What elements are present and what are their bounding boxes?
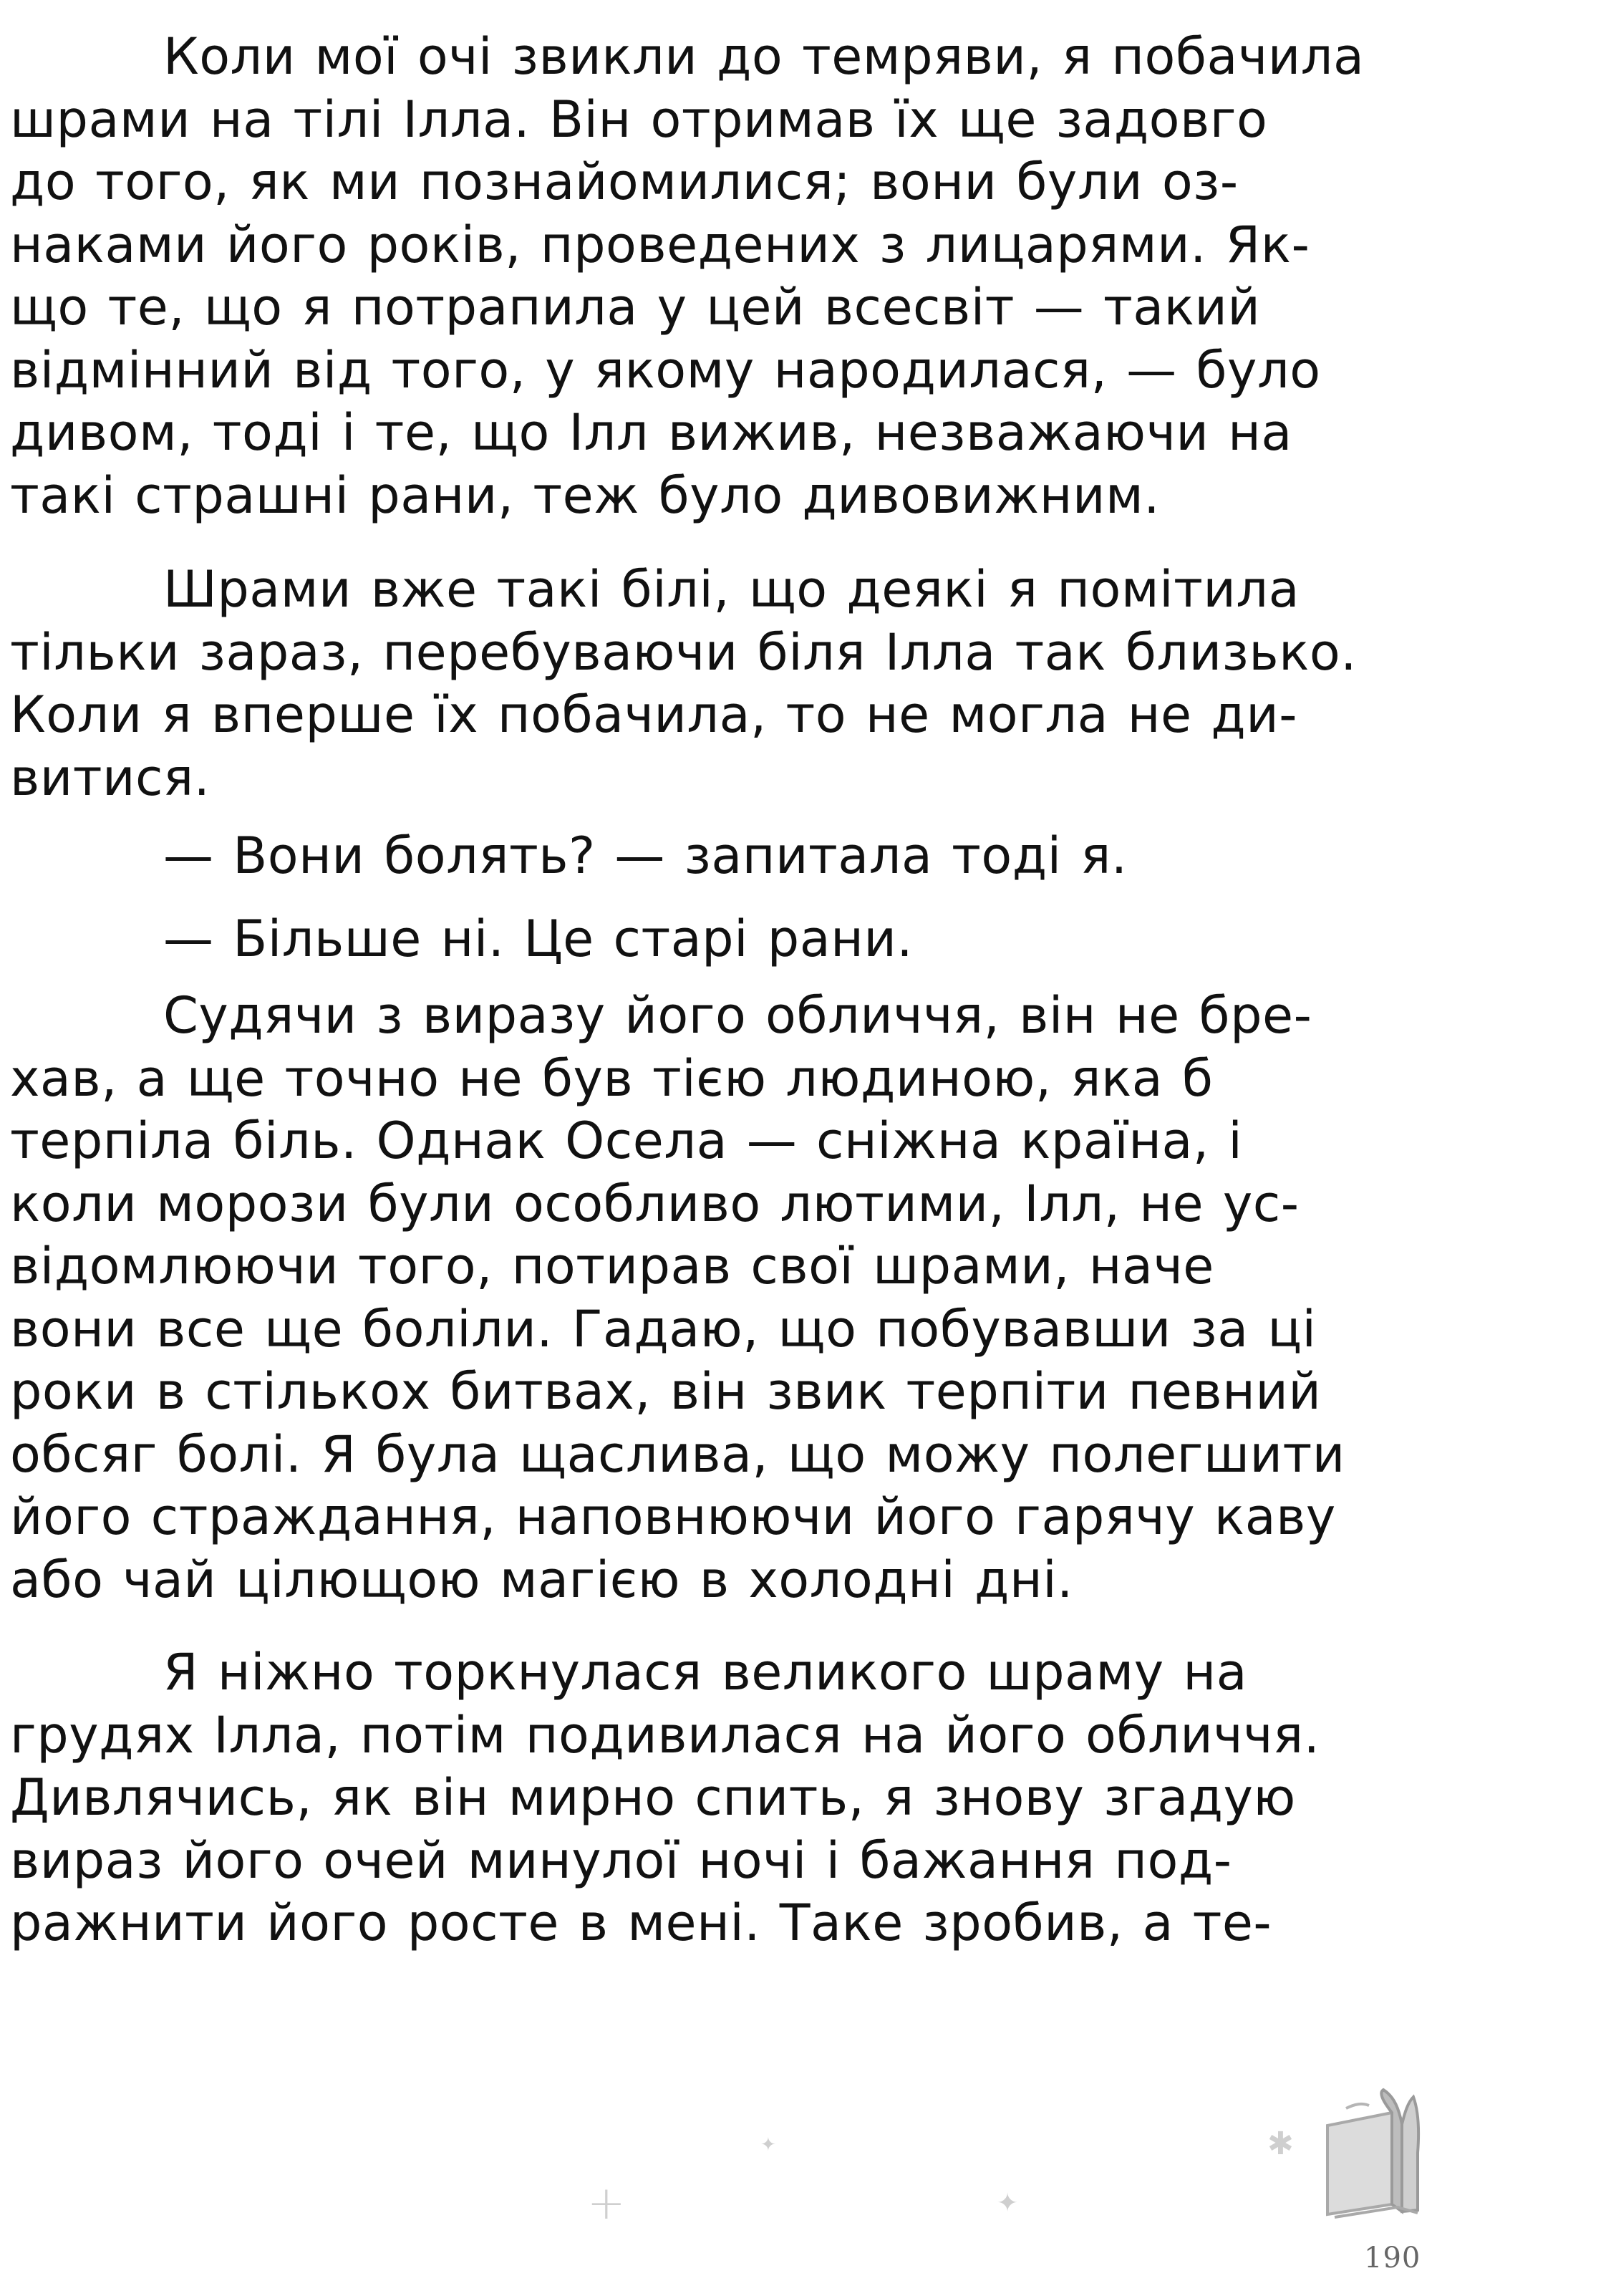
paragraph (10, 559, 1601, 809)
text-line: Дивлячись, як він мирно спить, я знову згадую (10, 1768, 1296, 1827)
dialogue-line (10, 908, 1601, 971)
text-line: тільки зараз, перебуваючи біля Ілла так близько. (10, 622, 1357, 682)
text-line: відмінний від того, у якому народилася, — було (10, 340, 1321, 400)
text-line: ражнити його росте в мені. Таке зробив, а те- (10, 1894, 1272, 1952)
text-line: — Більше ні. Це старі рани. (10, 909, 914, 968)
text-line: дивом, тоді і те, що Ілл вижив, незважаючи на (10, 403, 1292, 462)
text-line: Коли мої очі звикли до темряви, я побачила (10, 27, 1365, 86)
text-line: витися. (10, 748, 211, 807)
text-line: терпіла біль. Однак Осела — сніжна країна, і (10, 1111, 1243, 1170)
text-line: наками його років, проведених з лицарями. Як- (10, 215, 1310, 274)
text-line: грудях Ілла, потім подивилася на його обличчя. (10, 1705, 1320, 1765)
text-line: такі страшні рани, теж було дивовижним. (10, 466, 1161, 525)
text-line: коли морози були особливо лютими, Ілл, не ус- (10, 1174, 1300, 1233)
sparkle-icon: + (587, 2177, 626, 2230)
text-line: обсяг болі. Я була щаслива, що можу полегшити (10, 1424, 1345, 1484)
open-book-icon (1317, 2084, 1425, 2220)
text-line: Судячи з виразу його обличчя, він не бре- (10, 986, 1312, 1045)
page-body (10, 26, 1601, 1955)
text-line: шрами на тілі Ілла. Він отримав їх ще задовго (10, 90, 1268, 149)
text-line: вираз його очей минулої ночі і бажання под- (10, 1830, 1232, 1890)
text-line: — Вони болять? — запитала тоді я. (10, 826, 1128, 885)
text-line: до того, як ми познайомилися; вони були оз- (10, 153, 1239, 211)
dialogue-line (10, 825, 1601, 888)
text-line: роки в стількох битвах, він звик терпіти певний (10, 1362, 1322, 1421)
text-line: Я ніжно торкнулася великого шраму на (10, 1643, 1248, 1702)
sparkle-icon: ✦ (997, 2189, 1019, 2218)
text-line: що те, що я потрапила у цей всесвіт — такий (10, 278, 1261, 337)
sparkle-icon: ✱ (1267, 2126, 1294, 2162)
text-line: Коли я вперше їх побачила, то не могла не ди- (10, 685, 1298, 744)
paragraph (10, 26, 1601, 527)
paragraph (10, 985, 1601, 1611)
text-line: або чай цілющою магією в холодні дні. (10, 1550, 1073, 1609)
sparkle-icon: ✱ (1389, 2223, 1406, 2247)
text-line: його страждання, наповнюючи його гарячу каву (10, 1487, 1336, 1546)
text-line: вони все ще боліли. Гадаю, що побувавши за ці (10, 1299, 1317, 1359)
sparkle-icon: ✦ (760, 2134, 776, 2156)
text-line: хав, а ще точно не був тією людиною, яка б (10, 1048, 1214, 1108)
text-line: відомлюючи того, потирав свої шрами, наче (10, 1237, 1214, 1296)
paragraph (10, 1641, 1601, 1955)
text-line: Шрами вже такі білі, що деякі я помітила (10, 560, 1300, 619)
page-number: 190 (1364, 2242, 1421, 2275)
